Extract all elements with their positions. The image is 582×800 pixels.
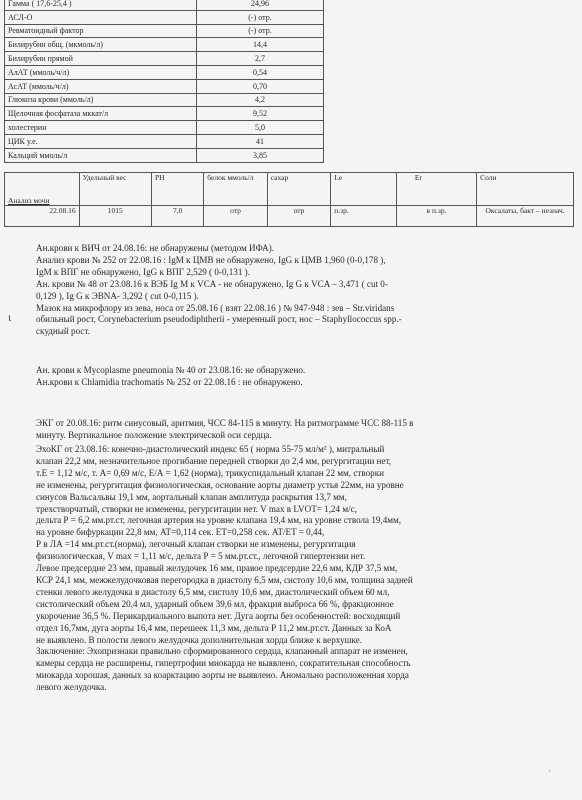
urine-header-row — [5, 173, 574, 206]
text-line: отдел 16,7мм, дуга аорты 16,4 мм, перешеек 11,3 мм, дельта Р 11,2 мм.рт.ст. Данных за КоА — [36, 622, 392, 633]
lab-name: Ревматоидный фактор — [5, 24, 197, 38]
infection-tests-section — [36, 243, 568, 338]
lab-value: 41 — [197, 134, 324, 148]
echocardiography-section — [36, 444, 568, 694]
text-line: камеры сердца не расширены, гипертрофии миокарда не выявлено, сократительная способность — [36, 658, 411, 669]
lab-value: 0,70 — [197, 79, 324, 93]
text-line: не изменены, регургитация физиологическая, основание аорты диаметр устья 22мм, на уровне — [36, 479, 404, 490]
urine-data-row — [5, 206, 574, 227]
text-line: минуту. Вертикальное положение электрической оси сердца. — [36, 429, 272, 440]
lab-row — [5, 148, 324, 162]
header-cell: сахар — [267, 173, 330, 206]
text-line: КСР 24,1 мм, межжелудочковая перегородка в диастолу 6,5 мм, систолу 10,6 мм, толщина задней — [36, 574, 413, 585]
lab-row — [5, 134, 324, 148]
text-line: на уровне бифуркации 22,8 мм, AT=0,114 сек. ET=0,258 сек. AT/ET = 0,44, — [36, 527, 325, 538]
header-cell: Анализ мочи — [5, 173, 80, 206]
lab-row — [5, 79, 324, 93]
header-cell: Удельный вес — [79, 173, 151, 206]
lab-name: холестерин — [5, 121, 197, 135]
lab-row — [5, 107, 324, 121]
text-line: клапан 22,2 мм, незначительное прогибание передней створки до 2,4 мм, регургитации нет, — [36, 455, 392, 466]
text-line: Ан.крови к Chlamidia trachomatis № 252 от 22.08.16 : не обнаружено. — [36, 376, 303, 387]
text-line: скудный рост. — [36, 326, 90, 337]
lab-row — [5, 65, 324, 79]
data-cell: отр — [267, 206, 330, 227]
text-line: синусов Вальсальвы 19,1 мм, аортальный клапан амплитуда раскрытия 13,7 мм, — [36, 491, 347, 502]
lab-name: Кальций ммоль/л — [5, 148, 197, 162]
text-line: стенки левого желудочка в диастолу 6,5 мм, систолу 10,6 мм, диастолический объем 60 мл, — [36, 586, 390, 597]
handwritten-mark: ι — [8, 310, 12, 324]
urine-analysis-table — [4, 172, 574, 227]
lab-value: 3,85 — [197, 148, 324, 162]
text-line: физиологическая, V max = 1,11 м/с, дельта Р = 5 мм.рт.ст., легочной гипертензии нет. — [36, 551, 366, 562]
text-line: ЭхоКГ от 23.08.16: конечно-диастолический индекс 65 ( норма 55-75 мл/м² ), митральный — [36, 444, 385, 454]
lab-row — [5, 93, 324, 107]
lab-name: Глюкоза крови (ммоль/л) — [5, 93, 197, 107]
lab-value: 0,54 — [197, 65, 324, 79]
lab-results-table — [4, 0, 324, 163]
lab-value: (-) отр. — [197, 24, 324, 38]
lab-value: 2,7 — [197, 52, 324, 66]
lab-row — [5, 121, 324, 135]
page-speck: · — [548, 766, 551, 776]
text-line: Р в ЛА =14 мм.рт.ст.(норма), легочный клапан створки не изменены, регургитация — [36, 539, 356, 550]
lab-value: 9,52 — [197, 107, 324, 121]
text-line: IgM к ВПГ не обнаружено, IgG к ВПГ 2,529 ( 0-0,131 ). — [36, 266, 250, 277]
lab-row — [5, 52, 324, 66]
text-line: Анализ крови № 252 от 22.08.16 : IgM к ЦМВ не обнаружено, IgG к ЦМВ 1,960 (0-0,178 ), — [36, 254, 386, 265]
lab-name: Щелочная фосфатаза мккат/л — [5, 107, 197, 121]
lab-name: Билирубин прямой — [5, 52, 197, 66]
text-line: систолический объем 20,4 мл, ударный объем 39,6 мл, фракция выброса 66 %, фракционное — [36, 598, 394, 609]
text-line: 0,129 ), Ig G к ЭВNA- 3,292 ( cut 0-0,115 ). — [36, 290, 199, 301]
data-cell: 1015 — [79, 206, 151, 227]
data-cell: п.зр. — [331, 206, 397, 227]
lab-row — [5, 24, 324, 38]
data-cell: 22.08.16 — [5, 206, 80, 227]
text-line: Заключение: Эхопризнаки правильно сформированного сердца, клапанный аппарат не изменен, — [36, 646, 408, 657]
lab-value: 24,96 — [197, 0, 324, 10]
lab-row — [5, 0, 324, 10]
text-line: Ан. крови к Mycoplasme pneumonia № 40 от 23.08.16: не обнаружено. — [36, 365, 306, 375]
lab-value: (-) отр. — [197, 10, 324, 24]
header-cell: белок ммоль/л — [204, 173, 267, 206]
lab-value: 14,4 — [197, 38, 324, 52]
lab-value: 4,2 — [197, 93, 324, 107]
lab-row — [5, 38, 324, 52]
lab-name: АСЛ-О — [5, 10, 197, 24]
text-line: не выявлено. В полости левого желудочка дополнительная хорда ближе к верхушке. — [36, 634, 363, 645]
text-line: т.Е = 1,12 м/с, т. А= 0,69 м/с, Е/А = 1,62 (норма), трикуспидальный клапан 22 мм, створки — [36, 467, 384, 478]
text-line: Мазок на микрофлору из зева, носа от 25.08.16 ( взят 22.08.16 ) № 947-948 : зев – Str.viridans — [36, 302, 395, 313]
header-cell: PH — [151, 173, 203, 206]
lab-name: ЦИК у.е. — [5, 134, 197, 148]
data-cell: 7,0 — [151, 206, 203, 227]
text-line: ЭКГ от 20.08.16: ритм синусовый, аритмия, ЧСС 84-115 в минуту. На ритмограмме ЧСС 88-115 в — [36, 418, 414, 428]
lab-row — [5, 10, 324, 24]
lab-name: АлАТ (ммоль/ч/л) — [5, 65, 197, 79]
lab-value: 5,0 — [197, 121, 324, 135]
text-line: левого желудочка. — [36, 682, 107, 693]
data-cell: в п.зр. — [396, 206, 476, 227]
mycoplasma-chlamydia-section — [36, 365, 568, 389]
text-line: Левое предсердие 23 мм, правый желудочек 16 мм, правое предсердие 22,6 мм, КДР 37,5 мм, — [36, 563, 398, 574]
ecg-section — [36, 418, 568, 442]
text-line: Ан. крови № 48 от 23.08.16 к ВЭБ Ig M к VCA - не обнаружено, Ig G к VCA – 3,471 ( cut 0- — [36, 278, 388, 289]
header-cell: Er — [396, 173, 476, 206]
text-line: обильный рост, Corynebacterium pseudodiphtherii - умеренный рост, нос – Staphyllococcus spp.- — [36, 314, 402, 325]
text-line: укорочение 36,5 %. Перикардиального выпота нет. Дуга аорты без особенностей: восходящий — [36, 610, 401, 621]
header-cell: Соли — [477, 173, 574, 206]
data-cell: отр — [204, 206, 267, 227]
lab-name: Гамма ( 17,6-25,4 ) — [5, 0, 197, 10]
text-line: миокарда хорошая, данных за коарктацию аорты не выявлено. Аномально расположенная хорда — [36, 670, 409, 681]
text-line: дельта Р = 6,2 мм.рт.ст, легочная артерия на уровне клапана 19,4 мм, на уровне ствола 19,4мм, — [36, 515, 402, 526]
lab-name: АсАТ (ммоль/ч/л) — [5, 79, 197, 93]
text-line: Ан.крови к ВИЧ от 24.08.16: не обнаружены (методом ИФА). — [36, 243, 275, 253]
text-line: трехстворчатый, створки не изменены, регургитации нет. V max в LVOT= 1,24 м/с, — [36, 503, 357, 514]
header-cell: Le — [331, 173, 397, 206]
data-cell: Оксалаты, бакт – незнач. — [477, 206, 574, 227]
lab-name: Билирубин общ. (мкмоль/л) — [5, 38, 197, 52]
